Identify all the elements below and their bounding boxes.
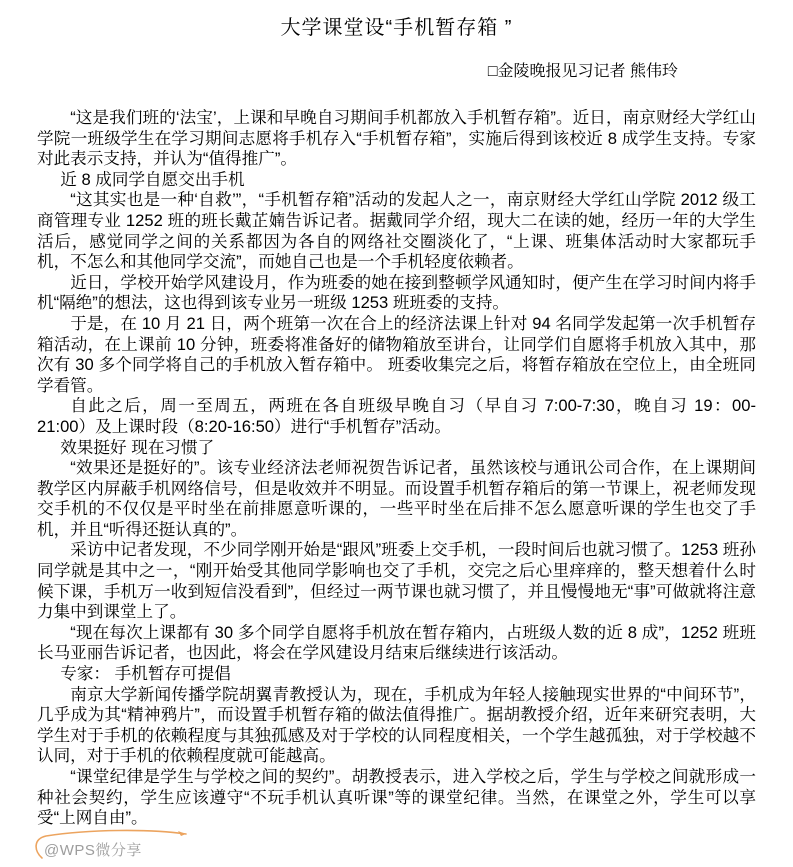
paragraph: 近日，学校开始学风建设月，作为班委的她在接到整顿学风通知时，便产生在学习时间内将手机“隔绝”的想法，这也得到该专业另一班级 1253 班班委的支持。	[37, 272, 756, 313]
paragraph: “效果还是挺好的”。该专业经济法老师祝贺告诉记者，虽然该校与通讯公司合作，在上课期间教学区内屏蔽手机网络信号，但是收效并不明显。而设置手机暂存箱后的第一节课上，祝老师发现交手机的不仅仅是平时坐在前排愿意听课的，一些平时坐在后排不怎么愿意听课的学生也交了手机，并且“听得还挺认真的”。	[37, 458, 756, 539]
paragraph: 采访中记者发现，不少同学刚开始是“跟风”班委上交手机，一段时间后也就习惯了。1253 班孙同学就是其中之一，“刚开始受其他同学影响也交了手机，交完之后心里痒痒的，整天想着什么时候下课，手机万一收到短信没看到”，但经过一两节课也就习惯了，并且慢慢地无“事”可做就将注意力集中到课堂上了。	[37, 540, 756, 622]
watermark-text: @WPS微分享	[44, 842, 142, 859]
paragraph: 于是，在 10 月 21 日，两个班第一次在合上的经济法课上针对 94 名同学发起第一次手机暂存箱活动，在上课前 10 分钟，班委将准备好的储物箱放至讲台，让同学们自愿将手机放入其中，那次有 30 多个同学将自己的手机放入暂存箱中。 班委收集完之后，将暂存箱放在空位上，由全班同学看管。	[37, 313, 756, 395]
paragraph: “现在每次上课都有 30 多个同学自愿将手机放在暂存箱内，占班级人数的近 8 成”，1252 班班长马亚丽告诉记者，也因此，将会在学风建设月结束后继续进行该活动。	[37, 622, 756, 663]
section-heading: 效果挺好 现在习惯了	[60, 437, 215, 457]
watermark	[30, 827, 220, 861]
article-body	[37, 108, 756, 829]
paragraph: “课堂纪律是学生与学校之间的契约”。胡教授表示，进入学校之后，学生与学校之间就形成一种社会契约，学生应该遵守“不玩手机认真听课”等的课堂纪律。当然，在课堂之外，学生可以享受“上网自由”。	[37, 767, 756, 828]
paragraph: 自此之后，周一至周五，两班在各自班级早晚自习（早自习 7:00-7:30，晚自习 19：00-21:00）及上课时段（8:20-16:50）进行“手机暂存”活动。	[37, 396, 756, 436]
paragraph: “这是我们班的‘法宝’，上课和早晚自习期间手机都放入手机暂存箱”。近日，南京财经大学红山学院一班级学生在学习期间志愿将手机存入“手机暂存箱”，实施后得到该校近 8 成学生支持。专家对此表示支持，并认为“值得推广”。	[37, 108, 756, 169]
paragraph: “这其实也是一种‘自救’”，“手机暂存箱”活动的发起人之一，南京财经大学红山学院 2012 级工商管理专业 1252 班的班长戴芷婻告诉记者。据戴同学介绍，现大二在读的她，经历一年的大学生活后，感觉同学之间的关系都因为各自的网络社交圈淡化了，“上课、班集体活动时大家都玩手机，不怎么和其他同学交流”，而她自己也是一个手机轻度依赖者。	[37, 190, 756, 272]
section-heading: 专家： 手机暂存可提倡	[60, 664, 231, 684]
section-heading: 近 8 成同学自愿交出手机	[60, 169, 245, 189]
paragraph: 南京大学新闻传播学院胡翼青教授认为，现在，手机成为年轻人接触现实世界的“中间环节”，几乎成为其“精神鸦片”，而设置手机暂存箱的做法值得推广。据胡教授介绍，近年来研究表明，大学生对于手机的依赖程度与其独孤感及对于学校的认同程度相关，一个学生越孤独，对于学校越不认同，对于手机的依赖程度就可能越高。	[37, 684, 756, 766]
byline: □金陵晚报见习记者 熊伟玲	[487, 63, 678, 80]
page-title: 大学课堂设“手机暂存箱 ”	[280, 17, 513, 39]
